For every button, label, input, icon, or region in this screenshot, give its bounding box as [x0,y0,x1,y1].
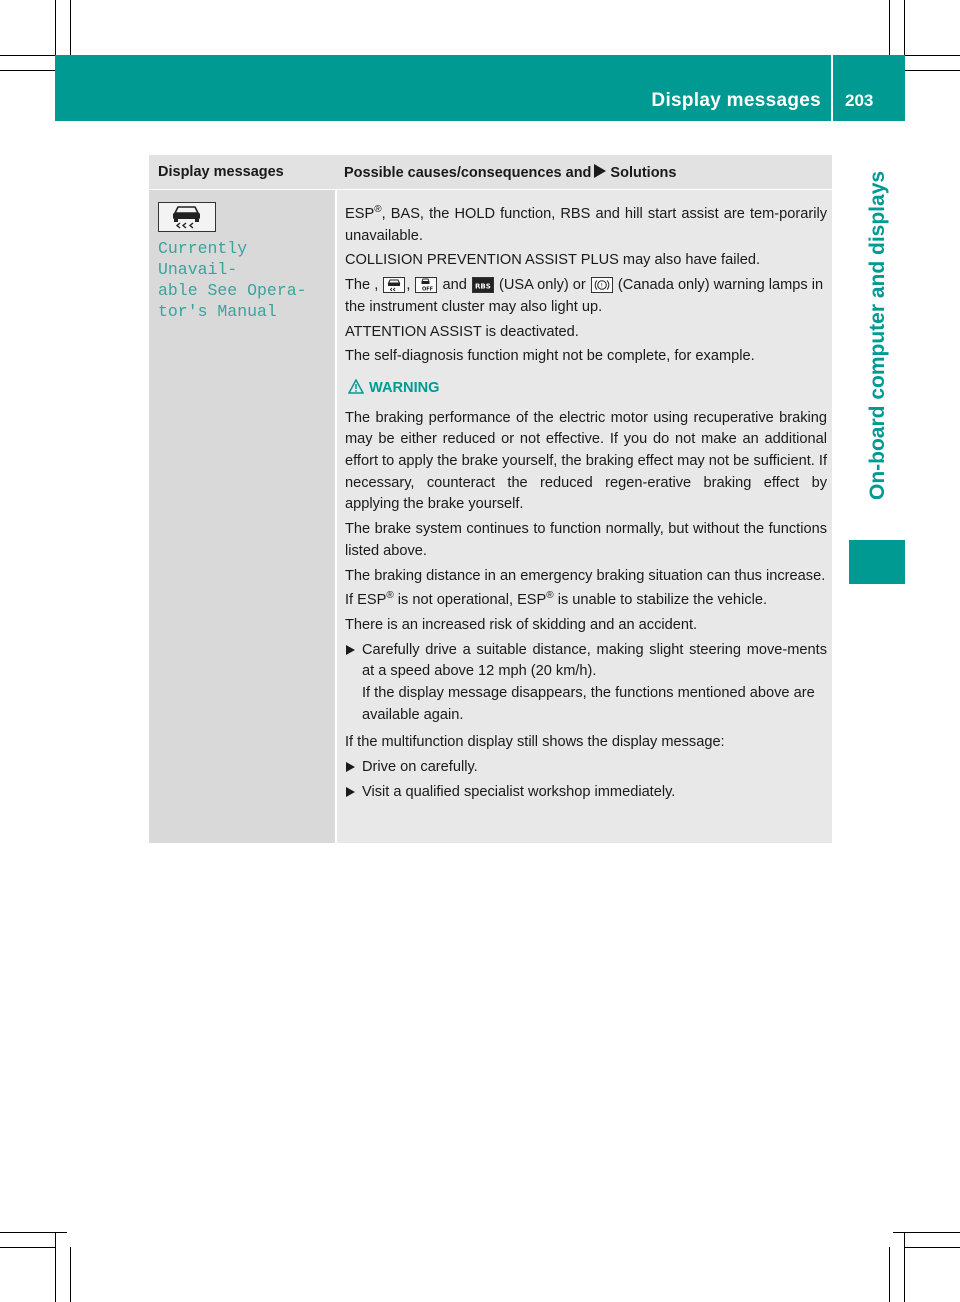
paragraph: If the multifunction display still shows the display message: [345,734,725,751]
page-number: 203 [845,91,874,110]
crop-mark [893,1232,960,1233]
crop-mark [70,0,71,55]
instruction-item [345,757,827,779]
page-header [55,55,905,121]
causes-content [345,204,827,804]
brake-circle-icon [591,277,613,293]
instruction-text: If the display message disappears, the functions mentioned above are available again. [362,685,815,723]
crop-mark [905,70,960,71]
paragraph: The self-diagnosis function might not be complete, for example. [345,348,755,365]
page-title: Display messages [651,90,821,111]
car-skid-icon [383,277,405,293]
crop-mark [889,1247,890,1302]
text: The , [345,277,379,294]
warning-triangle-icon [348,379,364,402]
instruction-item [345,782,827,804]
section-side-label: On-board computer and displays [866,171,889,501]
paragraph: COLLISION PREVENTION ASSIST PLUS may also have failed. [345,252,761,269]
causes-cell [337,190,832,843]
warning-heading [345,378,827,402]
message-line: tor's Manual [158,302,277,321]
crop-mark [889,0,890,55]
instruction-arrow-icon [346,762,355,772]
paragraph: The braking performance of the electric motor using recuperative braking may be either reduced or not effective. If you do not make an additional effort to apply the brake yourself, the braking effect may not be sufficient. If necessary, counteract the reduced regen-erative braking effect by applying the brake yourself. [345,409,827,513]
instruction-item [345,640,827,727]
text: (USA only) or [499,277,586,294]
solutions-arrow-icon [594,164,606,178]
paragraph [345,275,827,318]
svg-text:OFF: OFF [422,286,434,293]
crop-mark [904,1232,905,1302]
column-header-solutions-text: Solutions [610,165,677,181]
text: , [406,277,411,294]
paragraph: ATTENTION ASSIST is deactivated. [345,323,579,340]
crop-mark [0,1247,55,1248]
esp-off-icon [415,277,437,293]
text: , BAS, the HOLD function, RBS and hill start assist are tem-porarily unavailable. [345,206,827,244]
text: (Canada only) warning lamps in the instrument cluster may also light up. [345,277,824,315]
header-divider [831,55,833,121]
crop-mark [905,55,960,56]
registered-mark: ® [386,590,394,602]
registered-mark: ® [374,204,382,216]
table-header-row [149,155,832,189]
instruction-text: Drive on carefully. [362,759,478,776]
column-header-causes-text: Possible causes/consequences and [344,165,592,181]
section-tab [849,540,905,584]
message-line: Currently Unavail- [158,239,248,279]
column-header-causes [344,164,676,181]
instruction-arrow-icon [346,645,355,655]
text: is not operational, ESP [393,592,547,609]
instruction-arrow-icon [346,787,355,797]
paragraph: The brake system continues to function normally, but without the functions listed above. [345,521,827,559]
warning-label: WARNING [369,379,440,396]
instruction-text: Carefully drive a suitable distance, making slight steering move-ments at a speed above 12 mph (20 km/h). [362,641,827,680]
text: is unable to stabilize the vehicle. [553,592,767,609]
svg-text:RBS: RBS [474,282,491,291]
message-line: able See Opera- [158,281,307,300]
crop-mark [0,70,55,71]
instruction-text: Visit a qualified specialist workshop immediately. [362,783,676,800]
paragraph [345,204,827,247]
message-cell [149,190,335,843]
paragraph: The braking distance in an emergency braking situation can thus increase. [345,567,826,584]
crop-mark [905,1247,960,1248]
rbs-icon [472,277,494,293]
paragraph [345,590,827,612]
text: and [442,277,467,294]
display-messages-table [149,155,832,843]
column-header-messages: Display messages [158,164,284,180]
paragraph: There is an increased risk of skidding and an accident. [345,616,698,633]
svg-text:!: ! [600,282,603,290]
car-skid-icon [158,202,216,232]
crop-mark [0,1232,67,1233]
registered-mark: ® [546,590,554,602]
crop-mark [70,1247,71,1302]
text: ESP [345,206,375,222]
crop-mark [55,1232,56,1302]
text: If ESP [345,592,387,609]
display-message-text [158,238,335,322]
